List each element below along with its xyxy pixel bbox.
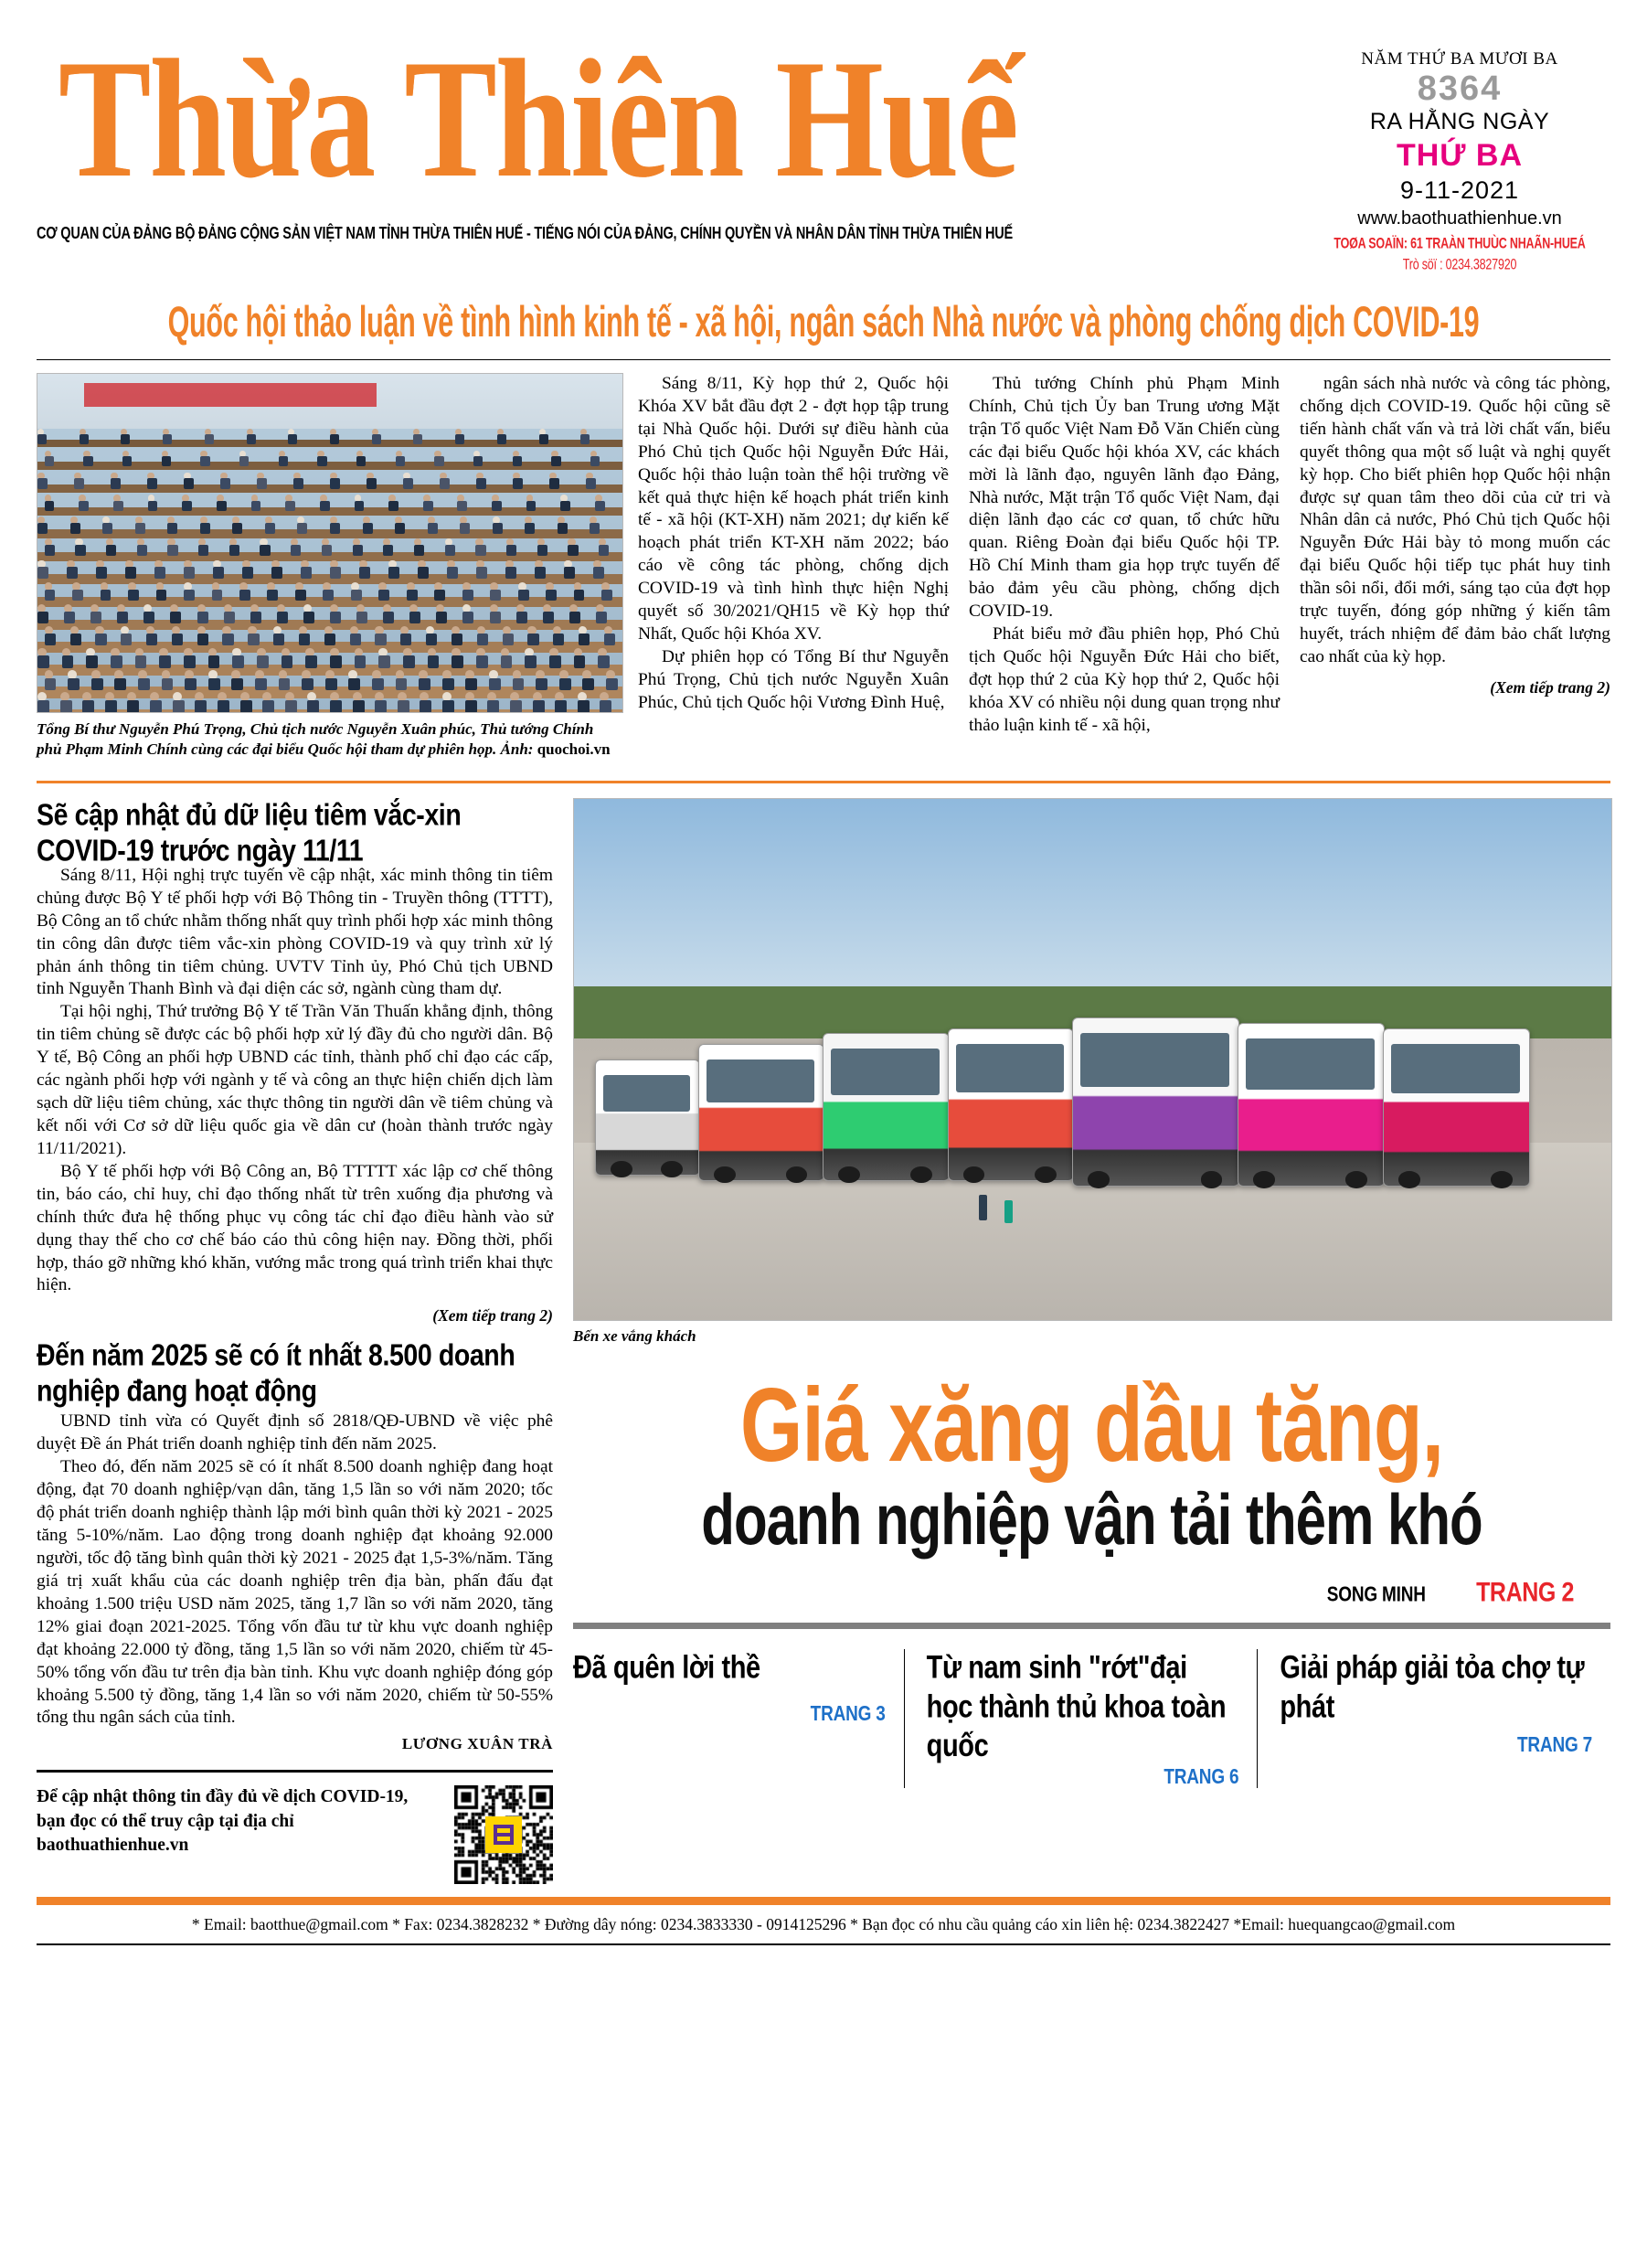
- masthead-info-block: [1309, 26, 1610, 273]
- teaser-page-ref[interactable]: TRANG 6: [1164, 1765, 1239, 1790]
- left-column: [37, 798, 553, 1885]
- business-paragraph: UBND tỉnh vừa có Quyết định số 2818/QĐ-UBND về việc phê duyệt Đề án Phát triển doanh nghiệp tỉnh đến năm 2025.: [37, 1411, 553, 1454]
- lead-photo-caption-text: Tổng Bí thư Nguyễn Phú Trọng, Chủ tịch nước Nguyễn Xuân phúc, Thủ tướng Chính phủ Phạm Minh Chính cùng các đại biểu Quốc hội tham dự phiên họp. Ảnh:: [37, 719, 594, 759]
- lead-photo-caption: [37, 719, 622, 761]
- lead-paragraph: Thủ tướng Chính phủ Phạm Minh Chính, Chủ tịch Ủy ban Trung ương Mặt trận Tổ quốc Việt Nam Đỗ Văn Chiến cùng các đại biểu Quốc hội khóa XV, các khách mời là lãnh đạo, nguyên lãnh đạo Đảng, Nhà nước, Mặt trận Tổ quốc Việt Nam, đại diện lãnh đạo các cơ quan, tổ chức hữu quan. Riêng Đoàn đại biểu Quốc hội TP. Hồ Chí Minh tham gia họp trực tuyến để bảo đảm yêu cầu phòng, chống dịch COVID-19.: [969, 373, 1280, 622]
- office-phone: Trò söï : 0234.3827920: [1402, 255, 1517, 273]
- lead-text-columns: [638, 373, 1610, 761]
- publication-year-line: NĂM THỨ BA MƯƠI BA: [1361, 49, 1558, 69]
- vaccine-article-headline[interactable]: Sẽ cập nhật đủ dữ liệu tiêm vắc-xin COVID-19 trước ngày 11/11: [37, 797, 462, 868]
- teaser-item[interactable]: [573, 1649, 904, 1788]
- feature-headline-line2: doanh nghiệp vận tải thêm khó: [701, 1479, 1482, 1560]
- feature-author: SONG MINH: [1326, 1583, 1426, 1607]
- teaser-title: Giải pháp giải tỏa chợ tự phát: [1280, 1649, 1585, 1725]
- right-column: [573, 798, 1610, 1885]
- qr-code[interactable]: [454, 1785, 553, 1884]
- teaser-page-ref[interactable]: TRANG 3: [810, 1702, 886, 1726]
- vaccine-paragraph: Bộ Y tế phối hợp với Bộ Công an, Bộ TTTTT xác lập cơ chế thông tin, báo cáo, chỉ huy, chỉ đạo thống nhất từ trên xuống địa phương và chính thức đưa hệ thống phục vụ công tác chỉ đạo điều hành vào sử dụng thay thế cho cơ chế báo cáo thủ công hiện nay. Đồng thời, phối hợp, tháo gỡ những khó khăn, vướng mắc trong quá trình triển khai thực hiện.: [37, 1161, 553, 1295]
- website-url[interactable]: www.baothuathienhue.vn: [1357, 208, 1562, 229]
- covid-promo-box: [37, 1770, 553, 1884]
- promo-text: Để cập nhật thông tin đầy đủ về dịch COVID-19, bạn đọc có thể truy cập tại địa chỉ baothuathienhue.vn: [37, 1787, 409, 1855]
- feature-credit: [573, 1577, 1610, 1609]
- teaser-page-ref[interactable]: TRANG 7: [1517, 1734, 1593, 1758]
- teaser-item[interactable]: [904, 1649, 1258, 1788]
- middle-section: [37, 798, 1610, 1885]
- assembly-hall-photo: [37, 373, 623, 713]
- newspaper-title: Thừa Thiên Huế: [58, 25, 1017, 213]
- masthead: [37, 0, 1610, 273]
- lead-paragraph: ngân sách nhà nước và công tác phòng, chống dịch COVID-19. Quốc hội cũng sẽ tiến hành chất vấn và trả lời chất vấn, biểu quyết thông qua một số luật và nghị quyết kỳ họp. Cho biết phiên họp Quốc hội nhận được sự quan tâm theo dõi của cử tri và Nhân dân cả nước, Phó Chủ tịch Quốc hội Nguyễn Đức Hải bày tỏ mong muốn các đại biểu Quốc hội tiếp tục phát huy tinh thần sôi nổi, đổi mới, sáng tạo của đợt họp trực tuyến, đóng góp những ý kiến tâm huyết, trách nhiệm để đảm bảo chất lượng cao nhất của kỳ họp.: [1300, 373, 1610, 666]
- business-article-headline[interactable]: Đến năm 2025 sẽ có ít nhất 8.500 doanh nghiệp đang hoạt động: [37, 1338, 515, 1410]
- lead-column-2: [969, 373, 1280, 761]
- lead-photo-credit: quochoi.vn: [537, 740, 611, 759]
- lead-column-3: [1300, 373, 1610, 761]
- teaser-item[interactable]: [1257, 1649, 1610, 1788]
- lead-article: [37, 373, 1610, 761]
- vaccine-paragraph: Tại hội nghị, Thứ trưởng Bộ Y tế Trần Văn Thuấn khẳng định, thông tin tiêm chủng sẽ được các bộ phối hợp xử lý đầy đủ cho người dân. Bộ Y tế, Bộ Công an phối hợp UBND các tỉnh, thành phố chỉ đạo các cấp, các ngành phối hợp với ngành y tế và công an thực hiện chiến dịch làm sạch dữ liệu tiêm chủng, xác thực thông tin người dân về tiêm chủng và kết nối với Cơ sở dữ liệu quốc gia về dân cư (hoàn thành trước ngày 11/11/2021).: [37, 1002, 553, 1158]
- divider-under-banner: [37, 359, 1610, 360]
- teaser-row: [573, 1649, 1610, 1788]
- feature-photo-caption: Bến xe vắng khách: [573, 1326, 696, 1345]
- lead-paragraph: Sáng 8/11, Kỳ họp thứ 2, Quốc hội Khóa XV bắt đầu đợt 2 - đợt họp tập trung tại Nhà Quốc hội. Dưới sự điều hành của Phó Chủ tịch Quốc hội Nguyễn Đức Hải, Quốc hội thảo luận toàn thể hội trường về kết quả thực hiện kế hoạch phát triển kinh tế - xã hội (KT-XH) năm 2021; dự kiến kế hoạch phát triển KT-XH năm 2022; báo cáo về công tác phòng, chống dịch COVID-19 và tình hình thực hiện Nghị quyết số 30/2021/QH15 về Kỳ họp thứ Nhất, Quốc hội Khóa XV.: [638, 373, 949, 644]
- publication-weekday: THỨ BA: [1396, 137, 1524, 173]
- photo-sky: [574, 799, 1611, 1017]
- divider-grey: [573, 1623, 1610, 1629]
- lead-continuation-note[interactable]: (Xem tiếp trang 2): [1490, 677, 1610, 697]
- vaccine-paragraph: Sáng 8/11, Hội nghị trực tuyến về cập nhật, xác minh thông tin tiêm chủng được Bộ Y tế phối hợp với Bộ Thông tin - Truyền thông (TTTT), Bộ Công an tổ chức nhằm thống nhất quy trình phối hợp xác minh thông tin công dân được tiêm vắc-xin phòng COVID-19 và quy trình xử lý phản ánh thông tin tiêm chủng. UVTV Tỉnh ủy, Phó Chủ tịch UBND tỉnh Nguyễn Thanh Bình và đại diện các sở, ngành cùng tham dự.: [37, 865, 553, 999]
- bus-station-photo: [573, 798, 1612, 1321]
- lead-column-1: [638, 373, 949, 761]
- teaser-title: Từ nam sinh "rớt"đại học thành thủ khoa toàn quốc: [926, 1649, 1227, 1763]
- feature-page-ref[interactable]: TRANG 2: [1476, 1576, 1574, 1608]
- footer-orange-bar: [37, 1897, 1610, 1905]
- lead-paragraph: Phát biểu mở đầu phiên họp, Phó Chủ tịch Quốc hội Nguyễn Đức Hải cho biết, đợt họp thứ 2 của Kỳ họp thứ 2, Quốc hội khóa XV có nhiều nội dung quan trọng như thảo luận kinh tế - xã hội,: [969, 624, 1280, 735]
- lead-photo-block: [37, 373, 622, 761]
- office-address: TOØA SOAÏN: 61 TRAÀN THUÙC NHAÃN-HUEÁ: [1334, 234, 1586, 252]
- business-paragraph: Theo đó, đến năm 2025 sẽ có ít nhất 8.500 doanh nghiệp đang hoạt động, đạt 70 doanh nghiệp/vạn dân, tăng 1,5 lần so với năm 2020; tốc độ phát triển doanh nghiệp thành lập mới bình quân thời kỳ 2021 - 2025 tăng 5-10%/năm. Lao động trong doanh nghiệp đạt khoảng 92.000 người, tốc độ tăng bình quân thời kỳ 2021 - 2025 đạt 1,5-3%/năm. Tăng giá trị xuất khẩu của các doanh nghiệp trên địa bàn, phấn đấu đạt khoảng 1.500 triệu USD năm 2025, tăng 1,7 lần so với năm 2020, tăng 12% giai đoạn 2021-2025. Tổng vốn đầu tư từ khu vực doanh nghiệp đạt khoảng 22.000 tỷ đồng, tăng 1,5 lần so với năm 2020, chiếm từ 45-50% tổng vốn đầu tư trên địa bàn tỉnh. Khu vực doanh nghiệp đóng góp khoảng 5.500 tỷ đồng, tăng 1,4 lần so với năm 2020, chiếm từ 50-55% tổng thu ngân sách của tỉnh.: [37, 1457, 553, 1728]
- footer-contact-line: * Email: baotthue@gmail.com * Fax: 0234.3828232 * Đường dây nóng: 0234.3833330 - 0914125296 * Bạn đọc có nhu cầu quảng cáo xin liên hệ: 0234.3822427 *Email: huequangcao@gmail.com: [191, 1915, 1456, 1934]
- publication-date: 9-11-2021: [1399, 176, 1520, 204]
- publication-frequency: RA HẰNG NGÀY: [1369, 108, 1550, 134]
- teaser-title: Đã quên lời thề: [573, 1649, 760, 1687]
- feature-headline[interactable]: [573, 1365, 1610, 1560]
- issue-number: 8364: [1417, 69, 1503, 108]
- banner-headline[interactable]: Quốc hội thảo luận về tình hình kinh tế - xã hội, ngân sách Nhà nước và phòng chống dịch COVID-19: [167, 298, 1480, 346]
- qr-center-logo: [485, 1816, 522, 1853]
- masthead-tagline: CƠ QUAN CỦA ĐẢNG BỘ ĐẢNG CỘNG SẢN VIỆT NAM TỈNH THỪA THIÊN HUẾ - TIẾNG NÓI CỦA ĐẢNG, CHÍNH QUYỀN VÀ NHÂN DÂN TỈNH THỪA THIÊN HUẾ: [37, 225, 1013, 244]
- vaccine-continuation-note[interactable]: (Xem tiếp trang 2): [432, 1306, 553, 1326]
- feature-headline-line1: Giá xăng dầu tăng,: [739, 1365, 1444, 1484]
- business-byline: LƯƠNG XUÂN TRÀ: [401, 1735, 553, 1753]
- lead-paragraph: Dự phiên họp có Tổng Bí thư Nguyễn Phú Trọng, Chủ tịch nước Nguyễn Xuân Phúc, Chủ tịch Quốc hội Vương Đình Huệ,: [638, 646, 949, 712]
- masthead-left: [37, 25, 1309, 244]
- divider-orange-mid: [37, 781, 1610, 783]
- footer-divider: [37, 1943, 1610, 1945]
